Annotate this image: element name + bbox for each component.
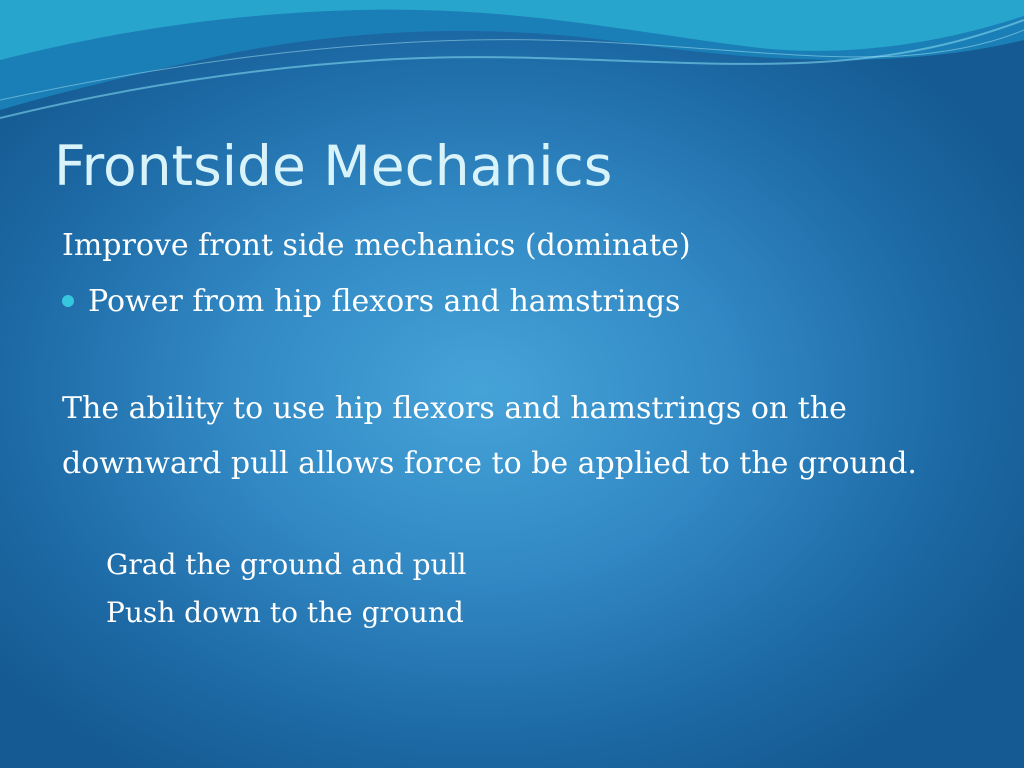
bullet-item-text: Power from hip flexors and hamstrings (88, 284, 681, 319)
paragraph-line-2: downward pull allows force to be applied to the ground. (62, 446, 917, 481)
decorative-wave-header (0, 0, 1024, 140)
sub-item-push: Push down to the ground (106, 596, 464, 629)
bullet-item (62, 280, 680, 324)
paragraph-line-1: The ability to use hip flexors and hamstrings on the (62, 391, 847, 426)
intro-line: Improve front side mechanics (dominate) (62, 228, 691, 263)
bullet-dot-icon (62, 295, 74, 307)
sub-item-grad: Grad the ground and pull (106, 548, 467, 581)
slide-title: Frontside Mechanics (54, 134, 613, 198)
